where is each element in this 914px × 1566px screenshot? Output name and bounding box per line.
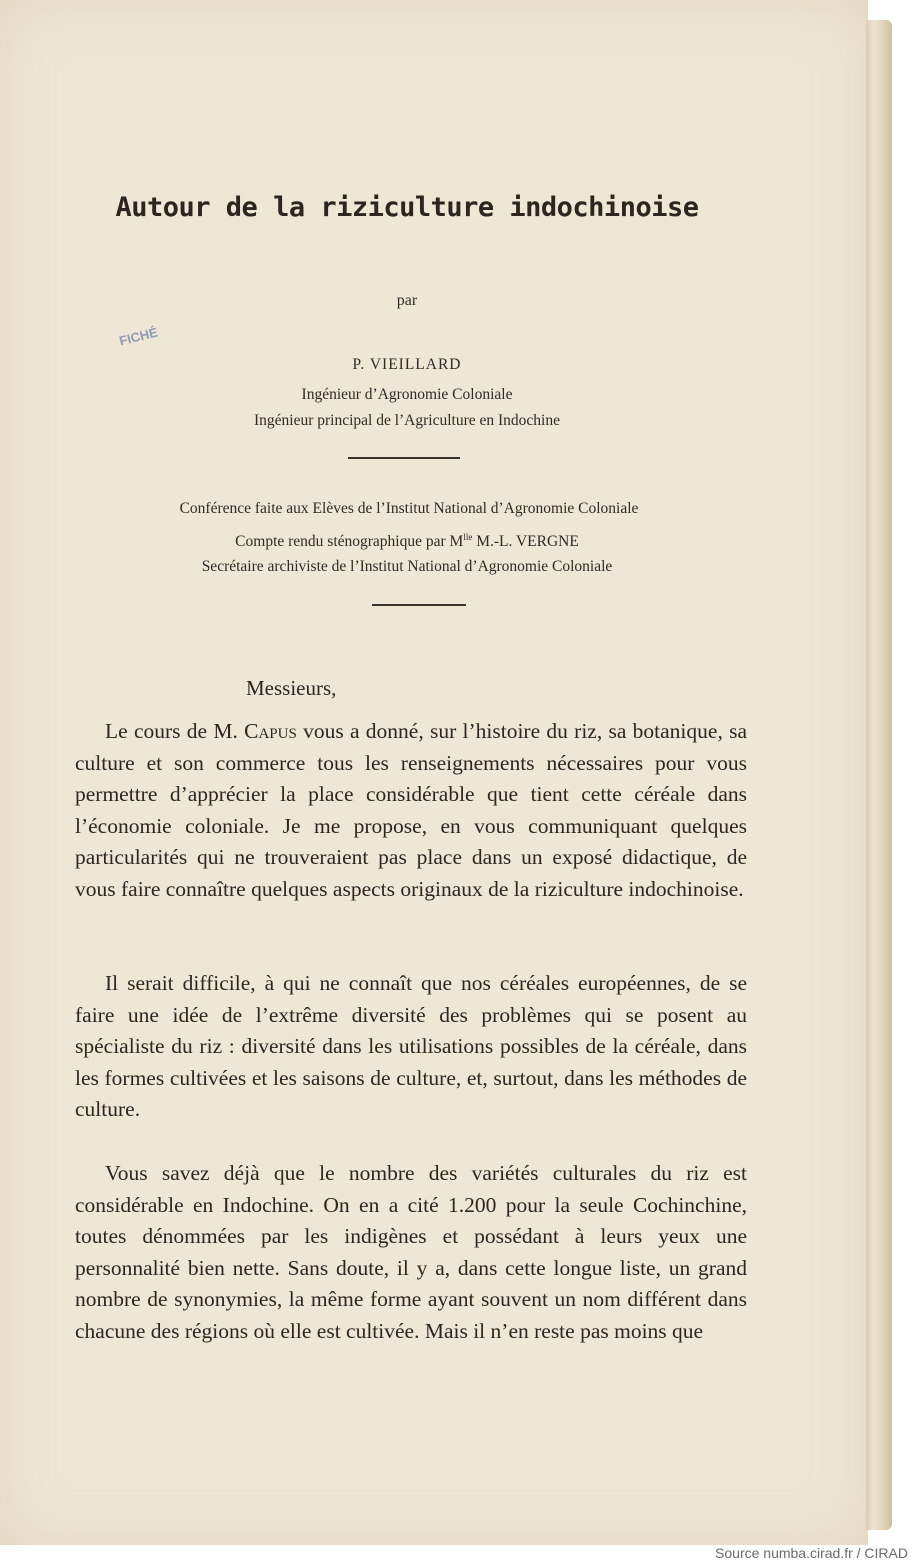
body-paragraph bbox=[75, 716, 747, 905]
cited-name: Capus bbox=[244, 719, 297, 743]
byline-par: par bbox=[396, 292, 418, 309]
separator-rule bbox=[372, 604, 466, 606]
greeting: Messieurs, bbox=[246, 676, 337, 700]
stenographer-line bbox=[0, 532, 814, 551]
stenographer-title-sup: lle bbox=[463, 532, 473, 542]
article-title: Autour de la riziculture indochinoise bbox=[115, 192, 699, 223]
affiliation-line: Ingénieur principal de l’Agriculture en Indochine bbox=[253, 412, 560, 429]
paragraph-text: Le cours de M. bbox=[105, 719, 245, 743]
conference-line: Secrétaire archiviste de l’Institut National d’Agronomie Coloniale bbox=[201, 558, 613, 575]
stenographer-prefix: Compte rendu sténographique par M bbox=[235, 533, 464, 551]
body-paragraph: Il serait difficile, à qui ne connaît que nos céréales européennes, de se faire une idée de l’extrême diversité des problèmes qui se posent au spécialiste du riz : diversité dans les utilisations possibles de la céréale, dans les formes cultivées et les saisons de culture, et, surtout, dans les méthodes de culture. bbox=[75, 971, 747, 1121]
page-edge bbox=[866, 20, 892, 1530]
stenographer-name: M.-L. VERGNE bbox=[472, 533, 579, 551]
body-paragraph: Vous savez déjà que le nombre des variétés culturales du riz est considérable en Indochine. On en a cité 1.200 pour la seule Cochinchine, toutes dénommées par les indigènes et possédant à leurs yeux une personnalité bien nette. Sans doute, il y a, dans cette longue liste, un grand nombre de synonymies, la même forme ayant souvent un nom différent dans chacune des régions où elle est cultivée. Mais il n’en reste pas moins que bbox=[75, 1161, 747, 1343]
affiliation-line: Ingénieur d’Agronomie Coloniale bbox=[301, 386, 513, 403]
fiche-stamp: FICHÉ bbox=[117, 324, 160, 349]
conference-line: Conférence faite aux Elèves de l’Institut National d’Agronomie Coloniale bbox=[179, 500, 639, 517]
separator-rule bbox=[348, 457, 460, 459]
author-name: P. VIEILLARD bbox=[352, 356, 462, 373]
source-credit: Source numba.cirad.fr / CIRAD bbox=[715, 1545, 908, 1561]
paragraph-text: vous a donné, sur l’histoire du riz, sa botanique, sa culture et son commerce tous les renseignements nécessaires pour vous permettre d’apprécier la place considérable que tient cette céréale dans l’économie coloniale. Je me propose, en vous communiquant quelques particularités qui ne trouveraient pas place dans un exposé didactique, de vous faire connaître quelques aspects originaux de la riziculture indochinoise. bbox=[75, 719, 747, 901]
